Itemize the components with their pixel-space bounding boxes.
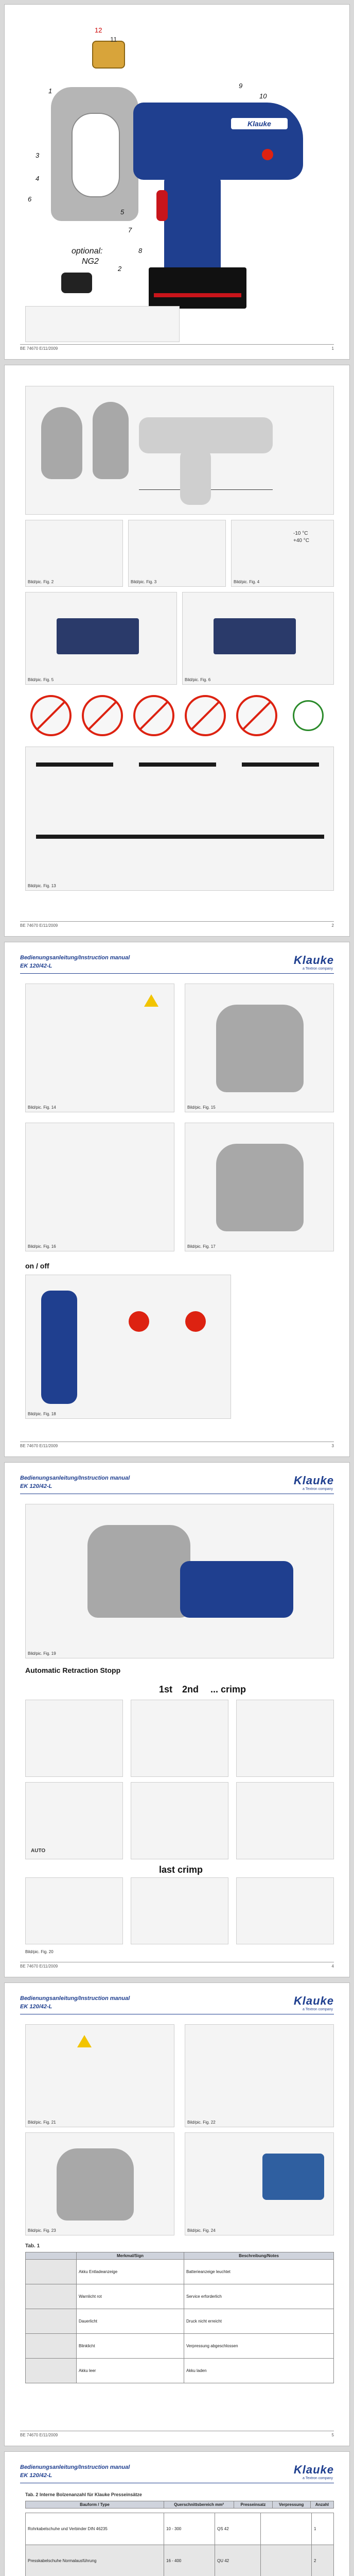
table-1-title: Tab. 1 — [25, 2243, 40, 2249]
body-rotation-view — [180, 1561, 293, 1618]
callout-5: 5 — [120, 208, 125, 216]
fig-5 — [25, 592, 177, 685]
warning-triangle-icon — [77, 2035, 92, 2047]
fig-24 — [185, 2132, 334, 2235]
carry-case — [262, 2154, 324, 2200]
cable-2 — [139, 762, 216, 767]
status-table — [25, 2252, 334, 2383]
fig-17-caption: Bild/pic. Fig. 17 — [187, 1244, 216, 1249]
row-sign: Warnlicht rot — [77, 2284, 184, 2309]
table-row — [26, 2359, 334, 2383]
row-desc: Batterieanzeige leuchtet — [184, 2260, 334, 2284]
callout-10: 10 — [259, 92, 267, 100]
callout-1: 1 — [48, 87, 52, 95]
optional-label: optional: — [72, 247, 103, 256]
section-on-off: on / off — [25, 1262, 49, 1270]
fig-4 — [231, 520, 334, 587]
fig-5-caption: Bild/pic. Fig. 5 — [28, 677, 54, 682]
page-5 — [4, 1982, 350, 2446]
last-crimp-3 — [236, 1877, 334, 1944]
row-sign: Akku leer — [77, 2359, 184, 2383]
charger-left — [57, 618, 139, 654]
fig-19-caption: Bild/pic. Fig. 19 — [28, 1651, 56, 1656]
page-footer: BE 74670 E/11/2009 5 — [20, 2431, 334, 2438]
crimp-step-2 — [131, 1700, 228, 1777]
die-opening — [72, 113, 120, 197]
trigger-button — [156, 190, 168, 221]
callout-6: 6 — [28, 195, 32, 203]
row-icon — [26, 2309, 77, 2334]
table-row — [26, 2260, 334, 2284]
callout-8: 8 — [138, 247, 143, 255]
die-table — [25, 2501, 334, 2509]
fig-14-caption: Bild/pic. Fig. 14 — [28, 1105, 56, 1110]
fig-24-caption: Bild/pic. Fig. 24 — [187, 2228, 216, 2233]
fig-1 — [25, 386, 334, 515]
th-notes: Beschreibung/Notes — [184, 2252, 334, 2260]
fig-17 — [185, 1123, 334, 1251]
crimp-step-1 — [25, 1700, 123, 1777]
fig-21-caption: Bild/pic. Fig. 21 — [28, 2120, 56, 2125]
page-header: Bedienungsanleitung/Instruction manual EK 120/42-L Klauke a Textron company — [20, 2461, 334, 2483]
th-die: Presseinsatz — [234, 2501, 273, 2509]
cell-range: 16 - 400 — [164, 2545, 215, 2576]
row-icon — [26, 2260, 77, 2284]
warning-no-open — [133, 695, 174, 736]
charger-right — [214, 618, 296, 654]
page-footer: BE 74670 E/11/2009 4 — [20, 1962, 334, 1970]
page-2 — [4, 365, 350, 937]
row-sign: Dauerlicht — [77, 2309, 184, 2334]
callout-4: 4 — [36, 175, 40, 182]
table-row — [26, 2545, 334, 2576]
page-header: Bedienungsanleitung/Instruction manual EK 120/42-L Klauke a Textron company — [20, 1472, 334, 1494]
cable-1 — [36, 762, 113, 767]
cell-type: Presskabelschuhe Normalausführung — [26, 2545, 164, 2576]
led-indicator — [262, 149, 273, 160]
tool-side-handle — [180, 448, 211, 505]
row-desc: Druck nicht erreicht — [184, 2309, 334, 2334]
tool-body — [133, 103, 303, 180]
warning-no-fire — [82, 695, 123, 736]
cell-crimp — [261, 2513, 312, 2545]
button-press-icon — [129, 1311, 149, 1332]
page-header: Bedienungsanleitung/Instruction manual EK 120/42-L Klauke a Textron company — [20, 1992, 334, 2014]
row-sign: Blinklicht — [77, 2334, 184, 2359]
page-footer: BE 74670 E/11/2009 1 — [20, 344, 334, 352]
head-crimp-view — [216, 1144, 304, 1231]
row-desc: Verpressung abgeschlossen — [184, 2334, 334, 2359]
cell-count: 1 — [312, 2513, 334, 2545]
crimp-step-3 — [236, 1700, 334, 1777]
last-crimp-2 — [131, 1877, 228, 1944]
warning-no-water — [30, 695, 72, 736]
page-footer: BE 74670 E/11/2009 2 — [20, 921, 334, 929]
brand-plate: Klauke — [231, 118, 288, 129]
page-footer: BE 74670 E/11/2009 3 — [20, 1442, 334, 1449]
th-count: Anzahl — [310, 2501, 333, 2509]
head-service-view — [57, 2148, 134, 2221]
section-auto-retraction: Automatic Retraction Stopp — [25, 1666, 121, 1674]
temp-max: +40 °C — [293, 538, 309, 544]
page-6 — [4, 2451, 350, 2576]
handle-on-off — [41, 1291, 77, 1404]
warning-no-drop — [236, 695, 277, 736]
fig-22 — [185, 2024, 334, 2127]
crimp-more: ... crimp — [210, 1684, 246, 1694]
button-release-icon — [185, 1311, 206, 1332]
row-desc: Service erforderlich — [184, 2284, 334, 2309]
callout-7: 7 — [128, 226, 132, 234]
tool-side-view — [139, 417, 273, 453]
die-table-body — [25, 2513, 334, 2576]
charger-icon — [61, 273, 92, 293]
fig-18-caption: Bild/pic. Fig. 18 — [28, 1412, 56, 1416]
fig-23-caption: Bild/pic. Fig. 23 — [28, 2228, 56, 2233]
row-desc: Akku laden — [184, 2359, 334, 2383]
th-icon — [26, 2252, 77, 2260]
callout-9: 9 — [239, 82, 243, 90]
fig-6 — [182, 592, 334, 685]
fig-19 — [25, 1504, 334, 1658]
fig-3-caption: Bild/pic. Fig. 3 — [131, 580, 157, 584]
page-4 — [4, 1462, 350, 1977]
die-insert-icon — [92, 41, 125, 69]
fig-6-caption: Bild/pic. Fig. 6 — [185, 677, 211, 682]
th-sign: Merkmal/Sign — [77, 2252, 184, 2260]
th-crimp: Verpressung — [272, 2501, 310, 2509]
row-icon — [26, 2334, 77, 2359]
fig-18 — [25, 1275, 231, 1419]
last-crimp-1 — [25, 1877, 123, 1944]
page-1 — [4, 4, 350, 360]
fig-15-caption: Bild/pic. Fig. 15 — [187, 1105, 216, 1110]
fig-15 — [185, 984, 334, 1112]
cell-type: Rohrkabelschuhe und Verbinder DIN 46235 — [26, 2513, 164, 2545]
fig-cables-caption: Bild/pic. Fig. 13 — [28, 884, 56, 888]
fig-4-caption: Bild/pic. Fig. 4 — [234, 580, 260, 584]
crimp-step-4 — [25, 1782, 123, 1859]
callout-11: 11 — [110, 36, 117, 43]
fig-16 — [25, 1123, 174, 1251]
fig-20-caption: Bild/pic. Fig. 20 — [25, 1950, 54, 1954]
fig-2 — [25, 520, 123, 587]
fig-cables — [25, 747, 334, 891]
crimp-2nd: 2nd — [182, 1684, 199, 1694]
cell-crimp — [261, 2545, 312, 2576]
callout-12: 12 — [95, 26, 102, 34]
callout-2: 2 — [118, 265, 122, 273]
battery-stripe — [154, 293, 241, 297]
cell-range: 10 - 300 — [164, 2513, 215, 2545]
head-rotation-view — [87, 1525, 190, 1618]
warning-no-short — [185, 695, 226, 736]
cell-count: 2 — [312, 2545, 334, 2576]
head-view-2 — [93, 402, 129, 479]
fig-21 — [25, 2024, 174, 2127]
row-sign: Akku Entladeanzeige — [77, 2260, 184, 2284]
fig-16-caption: Bild/pic. Fig. 16 — [28, 1244, 56, 1249]
recycle-icon — [293, 700, 324, 731]
cable-4 — [36, 835, 324, 839]
table-2-title: Tab. 2 Interne Bolzenanzahl für Klauke Presseinsätze — [25, 2492, 142, 2497]
head-view-1 — [41, 407, 82, 479]
pictogram-strip — [25, 306, 180, 342]
table-row — [26, 2513, 334, 2545]
fig-3 — [128, 520, 226, 587]
battery — [149, 267, 246, 309]
warning-triangle-icon — [144, 994, 158, 1007]
th-range: Querschnittsbereich mm² — [164, 2501, 234, 2509]
page-header: Bedienungsanleitung/Instruction manual EK 120/42-L Klauke a Textron company — [20, 952, 334, 974]
cable-3 — [242, 762, 319, 767]
crimp-step-5 — [131, 1782, 228, 1859]
callout-3: 3 — [36, 151, 40, 159]
crimp-step-6 — [236, 1782, 334, 1859]
optional-part: NG2 — [82, 257, 99, 266]
fig-2-caption: Bild/pic. Fig. 2 — [28, 580, 54, 584]
cell-die: QS 42 — [215, 2513, 261, 2545]
cell-die: QU 42 — [215, 2545, 261, 2576]
auto-label: AUTO — [31, 1848, 46, 1854]
last-crimp-label: last crimp — [159, 1865, 203, 1875]
page-3 — [4, 942, 350, 1457]
fig-14 — [25, 984, 174, 1112]
head-closeup — [216, 1005, 304, 1092]
table-row — [26, 2284, 334, 2309]
row-icon — [26, 2284, 77, 2309]
table-row — [26, 2334, 334, 2359]
fig-23 — [25, 2132, 174, 2235]
temp-min: -10 °C — [293, 531, 308, 536]
row-icon — [26, 2359, 77, 2383]
crimp-1st: 1st — [159, 1684, 173, 1694]
th-type: Bauform / Type — [26, 2501, 164, 2509]
table-row — [26, 2309, 334, 2334]
fig-22-caption: Bild/pic. Fig. 22 — [187, 2120, 216, 2125]
handle — [164, 175, 221, 278]
